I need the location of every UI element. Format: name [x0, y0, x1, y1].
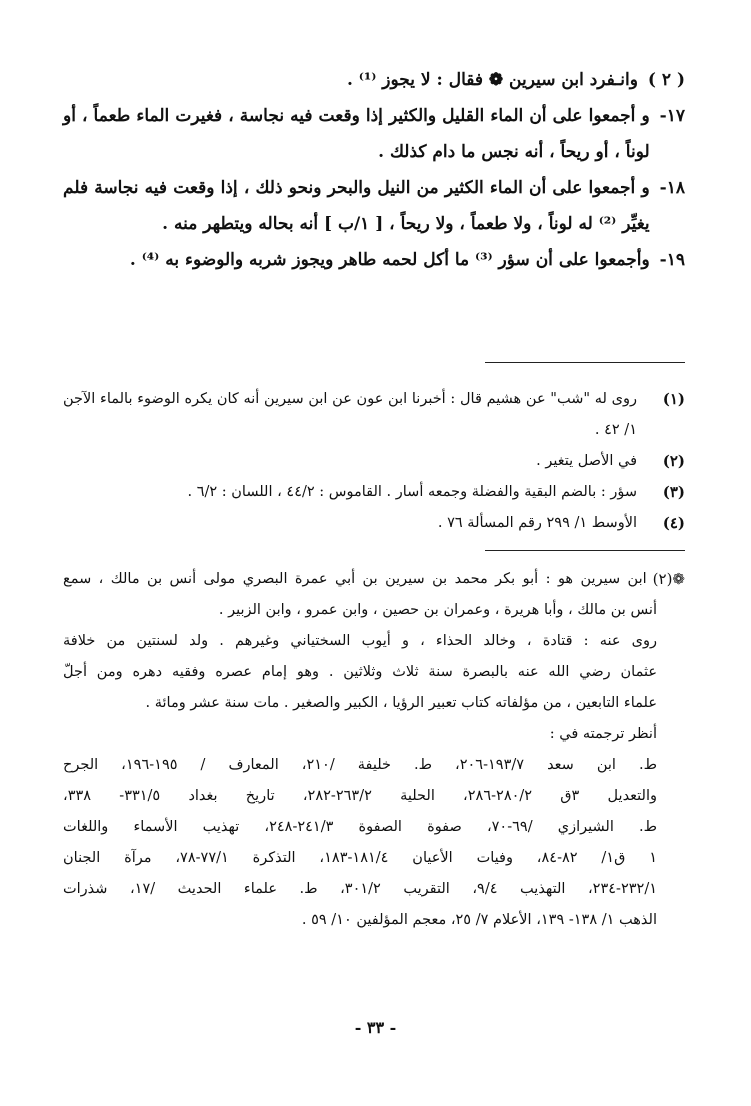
- biography-note: [63, 564, 685, 936]
- footnote-text: في الأصل يتغير .: [536, 453, 637, 469]
- biography-line: علماء التابعين ، من مؤلفاته كتاب تعبير الرؤيا ، الكبير والصغير . مات سنة عشر ومائة .: [145, 695, 657, 711]
- footnote-divider: [485, 362, 685, 363]
- item-number: ١٧-: [659, 106, 685, 126]
- biography-line: ابن سيرين هو : أبو بكر محمد بن سيرين بن أبي عمرة البصري مولى أنس بن مالك ، سمع: [63, 571, 647, 587]
- footnote: [63, 384, 685, 446]
- biography-line: والتعديل ٣ق ٢٨٠/٢-٢٨٦، الحلية ٢٦٣/٢-٢٨٢، تاريخ بغداد ٣٣١/٥- ٣٣٨،: [63, 788, 658, 804]
- biography-marker: ❁(٢): [652, 570, 685, 588]
- footnote: [63, 446, 685, 477]
- main-text: [63, 62, 685, 278]
- biography-divider: [485, 550, 685, 551]
- biography-line: ٢٣٢/١-٢٣٤، التهذيب ٩/٤، التقريب ٣٠١/٢، ط. علماء الحديث /١٧، شذرات: [63, 881, 657, 897]
- footnote-number: (٢): [662, 452, 685, 470]
- item-text: و أجمعوا على أن الماء الكثير من النيل والبحر ونحو ذلك ، إذا وقعت فيه نجاسة فلم يغيِّر ⁽²⁾ له لوناً ، ولا طعماً ، ولا ريحاً ، [ ١/ب ] أنه بحاله ويتطهر منه .: [63, 178, 650, 234]
- biography-first-line: [63, 564, 685, 595]
- item-text: وانـفرد ابن سيرين ❁ فقال : لا يجوز ⁽¹⁾ .: [346, 70, 638, 90]
- biography-line: ط. الشيرازي /٦٩-٧٠، صفوة الصفوة ٢٤١/٣-٢٤٨، تهذيب الأسماء واللغات: [63, 819, 658, 835]
- item-number: ( ٢ ): [647, 70, 685, 90]
- footnotes: [63, 384, 685, 539]
- item-number: ١٨-: [659, 178, 685, 198]
- footnote-number: (٣): [662, 483, 685, 501]
- footnote-text: سؤر : بالضم البقية والفضلة وجمعه أسار . القاموس : ٤٤/٢ ، اللسان : ٦/٢ .: [187, 484, 637, 500]
- item-text: وأجمعوا على أن سؤر ⁽³⁾ ما أكل لحمه طاهر ويجوز شربه والوضوء به ⁽⁴⁾ .: [129, 250, 650, 270]
- biography-line: أنظر ترجمته في :: [549, 726, 657, 742]
- biography-line: روى عنه : قتادة ، وخالد الحذاء ، و أيوب السختياني وغيرهم . ولد لسنتين من خلافة: [63, 633, 657, 649]
- biography-line: الذهب ١/ ١٣٨- ١٣٩، الأعلام ٧/ ٢٥، معجم المؤلفين ١٠/ ٥٩ .: [301, 912, 657, 928]
- main-item: [63, 62, 685, 98]
- biography-line: ط. ابن سعد ١٩٣/٧-٢٠٦، ط. خليفة /٢١٠، المعارف / ١٩٥-١٩٦، الجرح: [63, 757, 657, 773]
- footnote: [63, 477, 685, 508]
- biography-line: ١ ق١/ ٨٢-٨٤، وفيات الأعيان ١٨١/٤-١٨٣، التذكرة ٧٧/١-٧٨، مرآة الجنان: [63, 850, 657, 866]
- item-text: و أجمعوا على أن الماء القليل والكثير إذا وقعت فيه نجاسة ، فغيرت الماء طعماً ، أو لوناً ، أو ريحاً ، أنه نجس ما دام كذلك .: [63, 106, 650, 162]
- footnote-number: (١): [662, 390, 685, 408]
- main-item: [63, 98, 685, 170]
- footnote-text: روى له "شب" عن هشيم قال : أخبرنا ابن عون عن ابن سيرين أنه كان يكره الوضوء بالماء الآجن ١/ ٤٢ .: [63, 391, 637, 438]
- page-number: - ٣٣ -: [354, 1018, 397, 1037]
- main-item: [63, 242, 685, 278]
- item-number: ١٩-: [659, 250, 685, 270]
- footnote-text: الأوسط ١/ ٢٩٩ رقم المسألة ٧٦ .: [437, 515, 637, 531]
- biography-line: عثمان رضي الله عنه بالبصرة سنة ثلاث وثلاثين . وهو إمام عصره وفقيه دهره ومن أجلّ: [63, 664, 657, 680]
- biography-body: [63, 595, 685, 936]
- footnote-number: (٤): [662, 514, 685, 532]
- footnote: [63, 508, 685, 539]
- main-item: [63, 170, 685, 242]
- biography-line: أنس بن مالك ، وأبا هريرة ، وعمران بن حصين ، وابن عمرو ، وابن الزبير .: [218, 602, 657, 618]
